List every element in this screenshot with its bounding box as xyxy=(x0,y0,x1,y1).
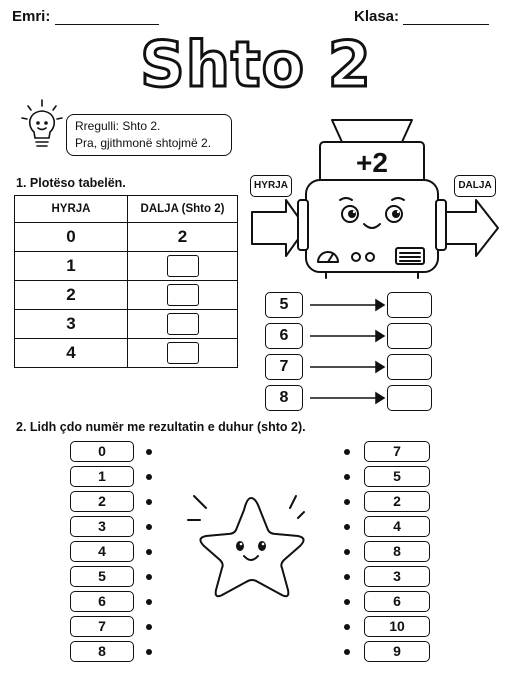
arrow-input-box: 6 xyxy=(265,323,303,349)
match-right-number: 10 xyxy=(364,616,430,637)
match-left-number: 4 xyxy=(70,541,134,562)
answer-box[interactable] xyxy=(167,284,199,306)
match-left-dot[interactable] xyxy=(146,549,152,555)
match-right-dot[interactable] xyxy=(344,549,350,555)
arrow-icons xyxy=(306,292,386,412)
match-left-number: 5 xyxy=(70,566,134,587)
match-left-number: 8 xyxy=(70,641,134,662)
match-left-number: 0 xyxy=(70,441,134,462)
arrow-answer-box[interactable] xyxy=(387,354,432,380)
table-input-cell: 3 xyxy=(15,310,128,339)
match-right-dot[interactable] xyxy=(344,474,350,480)
match-right-dot[interactable] xyxy=(344,574,350,580)
match-right-number: 7 xyxy=(364,441,430,462)
arrow-answer-box[interactable] xyxy=(387,385,432,411)
match-right-dot[interactable] xyxy=(344,649,350,655)
table-row xyxy=(15,281,238,310)
table-header-row xyxy=(15,196,238,223)
answer-box[interactable] xyxy=(167,313,199,335)
match-right-number: 8 xyxy=(364,541,430,562)
section2-number: 2. xyxy=(16,420,27,434)
match-right-dot[interactable] xyxy=(344,524,350,530)
class-line[interactable] xyxy=(403,10,489,25)
match-left-number: 6 xyxy=(70,591,134,612)
table-row xyxy=(15,310,238,339)
table-row xyxy=(15,252,238,281)
match-right-dot[interactable] xyxy=(344,449,350,455)
match-left-dot[interactable] xyxy=(146,599,152,605)
adding-machine-icon xyxy=(250,112,502,282)
section1-heading xyxy=(16,176,126,190)
match-left-dot[interactable] xyxy=(146,499,152,505)
arrow-answer-box[interactable] xyxy=(387,323,432,349)
match-left-dot[interactable] xyxy=(146,524,152,530)
input-output-table xyxy=(14,195,238,368)
table-header-input: HYRJA xyxy=(15,196,128,223)
rule-bubble xyxy=(66,114,232,156)
machine-sign-label: +2 xyxy=(356,147,388,178)
table-header-output: DALJA (Shto 2) xyxy=(128,196,238,223)
section1-number: 1. xyxy=(16,176,27,190)
answer-box[interactable] xyxy=(167,342,199,364)
table-input-cell: 4 xyxy=(15,339,128,368)
name-label: Emri: xyxy=(12,8,51,25)
match-left-dot[interactable] xyxy=(146,574,152,580)
machine-output-tag: DALJA xyxy=(454,175,496,197)
match-left-dot[interactable] xyxy=(146,474,152,480)
name-field[interactable] xyxy=(12,8,159,25)
match-left-number: 3 xyxy=(70,516,134,537)
machine-input-tag: HYRJA xyxy=(250,175,292,197)
match-right-dot[interactable] xyxy=(344,499,350,505)
match-right-number: 2 xyxy=(364,491,430,512)
arrow-answer-box[interactable] xyxy=(387,292,432,318)
section2-heading xyxy=(16,420,306,434)
table-input-cell: 0 xyxy=(15,223,128,252)
match-right-number: 5 xyxy=(364,466,430,487)
section2-label: Lidh çdo numër me rezultatin e duhur (shto 2). xyxy=(29,420,306,434)
table-output-cell[interactable] xyxy=(128,252,238,281)
star-mascot-icon xyxy=(186,490,316,602)
arrow-input-box: 8 xyxy=(265,385,303,411)
match-right-dot[interactable] xyxy=(344,624,350,630)
answer-box[interactable] xyxy=(167,255,199,277)
match-right-number: 4 xyxy=(364,516,430,537)
table-output-cell[interactable] xyxy=(128,281,238,310)
match-left-number: 2 xyxy=(70,491,134,512)
table-output-cell[interactable] xyxy=(128,339,238,368)
arrow-input-box: 5 xyxy=(265,292,303,318)
match-left-dot[interactable] xyxy=(146,449,152,455)
match-left-number: 1 xyxy=(70,466,134,487)
section1-label: Plotëso tabelën. xyxy=(29,176,126,190)
match-right-number: 3 xyxy=(364,566,430,587)
table-input-cell: 2 xyxy=(15,281,128,310)
lightbulb-icon xyxy=(16,98,66,154)
match-right-dot[interactable] xyxy=(344,599,350,605)
name-line[interactable] xyxy=(55,10,159,25)
table-row xyxy=(15,339,238,368)
match-left-dot[interactable] xyxy=(146,624,152,630)
arrow-input-box: 7 xyxy=(265,354,303,380)
class-label: Klasa: xyxy=(354,8,400,25)
match-left-dot[interactable] xyxy=(146,649,152,655)
rule-line-2: Pra, gjithmonë shtojmë 2. xyxy=(75,136,212,150)
table-row xyxy=(15,223,238,252)
table-output-cell[interactable] xyxy=(128,310,238,339)
class-field[interactable] xyxy=(354,8,489,25)
table-output-cell: 2 xyxy=(128,223,238,252)
match-right-number: 6 xyxy=(364,591,430,612)
match-left-number: 7 xyxy=(70,616,134,637)
page-title: Shto 2 xyxy=(140,28,372,101)
rule-line-1: Rregulli: Shto 2. xyxy=(75,119,161,133)
match-right-number: 9 xyxy=(364,641,430,662)
table-input-cell: 1 xyxy=(15,252,128,281)
